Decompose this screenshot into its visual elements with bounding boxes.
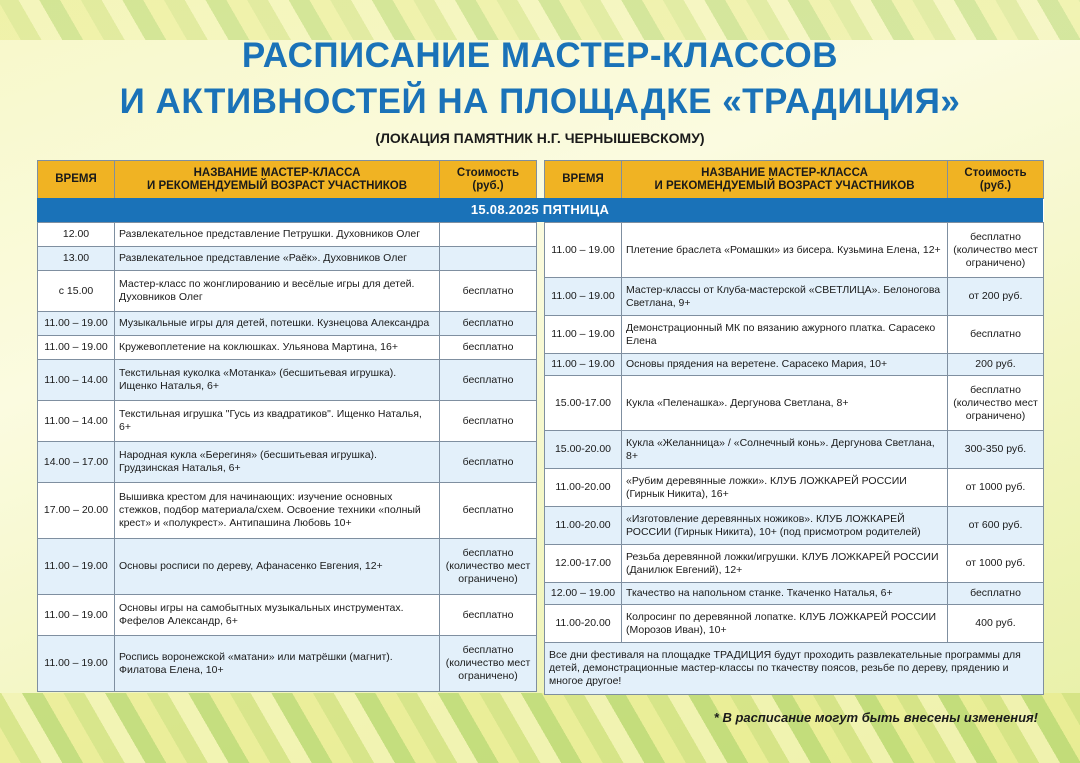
- table-row: [545, 507, 1044, 545]
- row-name: Основы прядения на веретене. Сарасеко Мария, 10+: [622, 354, 948, 376]
- row-name: Роспись воронежской «матани» или матрёшки (магнит). Филатова Елена, 10+: [115, 636, 440, 692]
- table-row: [545, 469, 1044, 507]
- row-name: Колросинг по деревянной лопатке. КЛУБ ЛОЖКАРЕЙ РОССИИ (Морозов Иван), 10+: [622, 605, 948, 643]
- col-header-price: Стоимость (руб.): [440, 161, 537, 199]
- row-time: 11.00 – 19.00: [545, 223, 622, 278]
- row-price: бесплатно: [440, 312, 537, 336]
- table-row: [545, 278, 1044, 316]
- row-name: Ткачество на напольном станке. Ткаченко Наталья, 6+: [622, 583, 948, 605]
- location-subtitle: (ЛОКАЦИЯ ПАМЯТНИК Н.Г. ЧЕРНЫШЕВСКОМУ): [375, 130, 705, 146]
- row-price: бесплатно: [948, 583, 1044, 605]
- row-name: Основы игры на самобытных музыкальных инструментах. Фефелов Александр, 6+: [115, 595, 440, 636]
- row-price: бесплатно (количество мест ограничено): [948, 376, 1044, 431]
- row-time: 11.00 – 19.00: [545, 354, 622, 376]
- row-name: Резьба деревянной ложки/игрушки. КЛУБ ЛОЖКАРЕЙ РОССИИ (Данилюк Евгений), 12+: [622, 545, 948, 583]
- row-price: 300-350 руб.: [948, 431, 1044, 469]
- table-row: [545, 354, 1044, 376]
- row-price: от 600 руб.: [948, 507, 1044, 545]
- schedule-note: Все дни фестиваля на площадке ТРАДИЦИЯ будут проходить развлекательные программы для детей, демонстрационные мастер-классы по ткачеству поясов, резьбе по дереву, прядению и многое другое!: [545, 643, 1044, 695]
- row-price: бесплатно (количество мест ограничено): [440, 539, 537, 595]
- row-time: 11.00 – 19.00: [38, 336, 115, 360]
- table-row: [38, 223, 537, 247]
- table-row: [38, 539, 537, 595]
- row-name: Кружевоплетение на коклюшках. Ульянова Мартина, 16+: [115, 336, 440, 360]
- row-price: бесплатно: [440, 336, 537, 360]
- row-time: 11.00 – 14.00: [38, 401, 115, 442]
- row-price: от 200 руб.: [948, 278, 1044, 316]
- table-row: [38, 636, 537, 692]
- row-price: бесплатно: [440, 595, 537, 636]
- table-row: [38, 336, 537, 360]
- col-header-price: Стоимость (руб.): [948, 161, 1044, 199]
- row-price: бесплатно: [440, 401, 537, 442]
- row-time: 11.00 – 19.00: [38, 312, 115, 336]
- row-time: 11.00-20.00: [545, 605, 622, 643]
- row-price: бесплатно (количество мест ограничено): [440, 636, 537, 692]
- row-price: [440, 247, 537, 271]
- row-time: 11.00 – 19.00: [38, 595, 115, 636]
- row-name: «Изготовление деревянных ножиков». КЛУБ ЛОЖКАРЕЙ РОССИИ (Гирнык Никита), 10+ (под присмотром родителей): [622, 507, 948, 545]
- table-row: [545, 583, 1044, 605]
- footnote: * В расписание могут быть внесены изменения!: [713, 710, 1038, 725]
- row-name: Демонстрационный МК по вязанию ажурного платка. Сарасеко Елена: [622, 316, 948, 354]
- row-price: [440, 223, 537, 247]
- row-name: Развлекательное представление «Раёк». Духовников Олег: [115, 247, 440, 271]
- row-name: Основы росписи по дереву, Афанасенко Евгения, 12+: [115, 539, 440, 595]
- row-name: «Рубим деревянные ложки». КЛУБ ЛОЖКАРЕЙ РОССИИ (Гирнык Никита), 16+: [622, 469, 948, 507]
- row-time: 12.00 – 19.00: [545, 583, 622, 605]
- row-name: Народная кукла «Берегиня» (бесшитьевая игрушка). Грудзинская Наталья, 6+: [115, 442, 440, 483]
- row-time: 17.00 – 20.00: [38, 483, 115, 539]
- table-row: [545, 223, 1044, 278]
- table-row: [38, 247, 537, 271]
- row-time: 11.00 – 19.00: [545, 316, 622, 354]
- row-time: 11.00 – 19.00: [545, 278, 622, 316]
- table-row: [38, 483, 537, 539]
- row-time: с 15.00: [38, 271, 115, 312]
- row-price: бесплатно: [440, 483, 537, 539]
- row-price: 400 руб.: [948, 605, 1044, 643]
- date-band: 15.08.2025 ПЯТНИЦА: [37, 198, 1043, 222]
- row-time: 15.00-17.00: [545, 376, 622, 431]
- row-name: Развлекательное представление Петрушки. Духовников Олег: [115, 223, 440, 247]
- row-time: 11.00 – 14.00: [38, 360, 115, 401]
- row-price: бесплатно: [440, 360, 537, 401]
- row-price: бесплатно: [440, 442, 537, 483]
- table-row: [38, 401, 537, 442]
- table-row: [545, 545, 1044, 583]
- row-name: Вышивка крестом для начинающих: изучение основных стежков, подбор материала/схем. Освоение техники «полный крест» и «полукрест». Антипашина Любовь 10+: [115, 483, 440, 539]
- row-time: 12.00: [38, 223, 115, 247]
- decor-bottom: [0, 693, 1080, 763]
- row-time: 11.00-20.00: [545, 507, 622, 545]
- row-name: Текстильная игрушка "Гусь из квадратиков". Ищенко Наталья, 6+: [115, 401, 440, 442]
- row-time: 12.00-17.00: [545, 545, 622, 583]
- col-header-time: ВРЕМЯ: [38, 161, 115, 199]
- col-header-time: ВРЕМЯ: [545, 161, 622, 199]
- table-row: [38, 442, 537, 483]
- row-price: бесплатно (количество мест ограничено): [948, 223, 1044, 278]
- row-name: Текстильная куколка «Мотанка» (бесшитьевая игрушка). Ищенко Наталья, 6+: [115, 360, 440, 401]
- row-time: 14.00 – 17.00: [38, 442, 115, 483]
- table-row: [38, 595, 537, 636]
- row-time: 15.00-20.00: [545, 431, 622, 469]
- row-name: Мастер-классы от Клуба-мастерской «СВЕТЛИЦА». Белоногова Светлана, 9+: [622, 278, 948, 316]
- table-row: [38, 312, 537, 336]
- row-price: бесплатно: [440, 271, 537, 312]
- row-time: 13.00: [38, 247, 115, 271]
- row-price: 200 руб.: [948, 354, 1044, 376]
- schedule-table-right: [544, 160, 1044, 695]
- table-row: [38, 360, 537, 401]
- row-name: Кукла «Желанница» / «Солнечный конь». Дергунова Светлана, 8+: [622, 431, 948, 469]
- row-price: бесплатно: [948, 316, 1044, 354]
- table-row: [545, 605, 1044, 643]
- schedule-table-left: [37, 160, 537, 692]
- row-name: Мастер-класс по жонглированию и весёлые игры для детей. Духовников Олег: [115, 271, 440, 312]
- col-header-name: НАЗВАНИЕ МАСТЕР-КЛАССА И РЕКОМЕНДУЕМЫЙ ВОЗРАСТ УЧАСТНИКОВ: [622, 161, 948, 199]
- table-row: [545, 376, 1044, 431]
- table-row: [38, 271, 537, 312]
- row-time: 11.00-20.00: [545, 469, 622, 507]
- row-name: Музыкальные игры для детей, потешки. Кузнецова Александра: [115, 312, 440, 336]
- col-header-name: НАЗВАНИЕ МАСТЕР-КЛАССА И РЕКОМЕНДУЕМЫЙ ВОЗРАСТ УЧАСТНИКОВ: [115, 161, 440, 199]
- schedule-note-row: [545, 643, 1044, 695]
- row-name: Кукла «Пеленашка». Дергунова Светлана, 8+: [622, 376, 948, 431]
- title-line-2: И АКТИВНОСТЕЙ НА ПЛОЩАДКЕ «ТРАДИЦИЯ»: [119, 82, 961, 121]
- row-time: 11.00 – 19.00: [38, 539, 115, 595]
- table-row: [545, 316, 1044, 354]
- row-price: от 1000 руб.: [948, 469, 1044, 507]
- row-name: Плетение браслета «Ромашки» из бисера. Кузьмина Елена, 12+: [622, 223, 948, 278]
- row-price: от 1000 руб.: [948, 545, 1044, 583]
- title-line-1: РАСПИСАНИЕ МАСТЕР-КЛАССОВ: [241, 36, 839, 75]
- row-time: 11.00 – 19.00: [38, 636, 115, 692]
- table-row: [545, 431, 1044, 469]
